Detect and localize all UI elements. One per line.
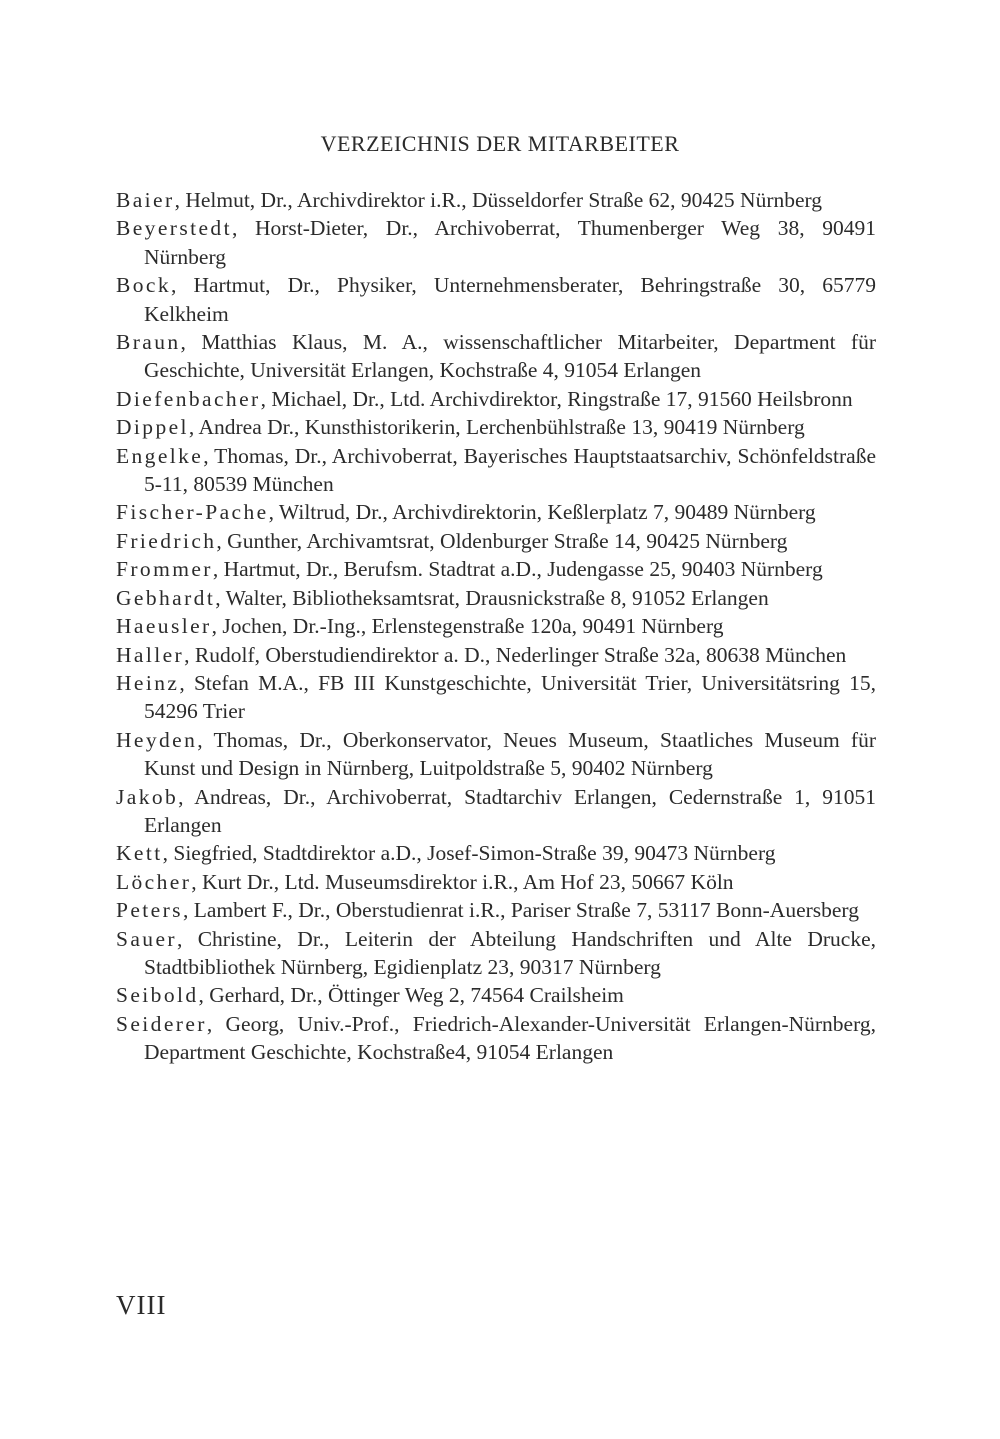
contributor-details: , Horst-Dieter, Dr., Archivoberrat, Thumenberger Weg 38, 90491 Nürnberg xyxy=(144,216,876,269)
contributor-entry xyxy=(116,186,876,214)
contributor-details: , Siegfried, Stadtdirektor a.D., Josef-Simon-Straße 39, 90473 Nürnberg xyxy=(162,841,776,866)
contributor-details: , Georg, Univ.-Prof., Friedrich-Alexander-Universität Erlangen-Nürnberg, Department Geschichte, Kochstraße4, 91054 Erlangen xyxy=(144,1011,876,1065)
contributor-entry xyxy=(116,981,876,1009)
contributor-details: , Hartmut, Dr., Physiker, Unternehmensberater, Behringstraße 30, 65779 Kelkheim xyxy=(144,273,876,326)
contributor-entry xyxy=(116,868,876,896)
contributor-name: Beyerstedt xyxy=(116,216,232,241)
contributor-details: , Helmut, Dr., Archivdirektor i.R., Düsseldorfer Straße 62, 90425 Nürnberg xyxy=(174,188,823,212)
contributor-details: , Andrea Dr., Kunsthistorikerin, Lerchenbühlstraße 13, 90419 Nürnberg xyxy=(188,415,805,440)
page-title: VERZEICHNIS DER MITARBEITER xyxy=(320,131,680,156)
contributor-details: , Walter, Bibliotheksamtsrat, Drausnickstraße 8, 91052 Erlangen xyxy=(215,585,769,610)
contributor-name: Frommer xyxy=(116,557,213,582)
contributor-entry xyxy=(116,555,876,583)
contributor-entry xyxy=(116,726,876,783)
contributor-name: Jakob xyxy=(116,784,179,809)
contributor-name: Kett xyxy=(116,841,163,866)
contributor-entry xyxy=(116,839,876,867)
contributor-name: Peters xyxy=(116,898,183,923)
contributor-details: , Hartmut, Dr., Berufsm. Stadtrat a.D., Judengasse 25, 90403 Nürnberg xyxy=(212,557,823,582)
contributor-details: , Wiltrud, Dr., Archivdirektorin, Keßlerplatz 7, 90489 Nürnberg xyxy=(268,500,816,525)
contributor-list xyxy=(116,186,876,1067)
contributor-entry xyxy=(116,442,876,499)
contributor-name: Haeusler xyxy=(116,614,212,639)
contributor-entry xyxy=(116,385,876,413)
contributor-name: Sauer xyxy=(116,926,177,951)
contributor-details: , Matthias Klaus, M. A., wissenschaftlicher Mitarbeiter, Department für Geschichte, Universität Erlangen, Kochstraße 4, 91054 Erlangen xyxy=(144,330,876,383)
contributor-entry xyxy=(116,214,876,271)
contributor-details: , Thomas, Dr., Archivoberrat, Bayerisches Hauptstaatsarchiv, Schönfeldstraße 5-11, 80539 München xyxy=(144,443,876,497)
contributor-entry xyxy=(116,1010,876,1067)
contributor-details: , Christine, Dr., Leiterin der Abteilung Handschriften und Alte Drucke, Stadtbibliothek Nürnberg, Egidienplatz 23, 90317 Nürnberg xyxy=(144,926,876,979)
contributor-entry xyxy=(116,783,876,840)
contributor-entry xyxy=(116,669,876,726)
contributor-entry xyxy=(116,925,876,982)
contributor-name: Seibold xyxy=(116,983,199,1008)
contributor-entry xyxy=(116,498,876,526)
contributor-entry xyxy=(116,896,876,924)
page-number: VIII xyxy=(116,1290,167,1320)
contributor-entry xyxy=(116,612,876,640)
contributor-name: Fischer-Pache xyxy=(116,500,269,525)
contributor-details: , Michael, Dr., Ltd. Archivdirektor, Ringstraße 17, 91560 Heilsbronn xyxy=(260,386,853,411)
contributor-name: Bock xyxy=(116,273,171,298)
contributor-name: Seiderer xyxy=(116,1011,207,1036)
contributor-name: Löcher xyxy=(116,869,192,894)
contributor-details: , Jochen, Dr.-Ing., Erlenstegenstraße 120a, 90491 Nürnberg xyxy=(211,614,724,639)
contributor-name: Heyden xyxy=(116,727,198,752)
contributor-details: , Rudolf, Oberstudiendirektor a. D., Nederlinger Straße 32a, 80638 München xyxy=(184,642,847,667)
contributor-details: , Lambert F., Dr., Oberstudienrat i.R., Pariser Straße 7, 53117 Bonn-Auersberg xyxy=(182,898,859,923)
contributor-entry xyxy=(116,641,876,669)
contributor-name: Diefenbacher xyxy=(116,386,261,411)
contributor-name: Engelke xyxy=(116,443,204,468)
contributor-entry xyxy=(116,271,876,328)
contributor-details: , Thomas, Dr., Oberkonservator, Neues Museum, Staatliches Museum für Kunst und Design in Nürnberg, Luitpoldstraße 5, 90402 Nürnberg xyxy=(144,727,876,781)
contributor-details: , Stefan M.A., FB III Kunstgeschichte, Universität Trier, Universitätsring 15, 54296 Trier xyxy=(144,670,876,724)
contributor-entry xyxy=(116,413,876,441)
contributor-entry xyxy=(116,584,876,612)
contributor-name: Baier xyxy=(116,188,175,212)
contributor-name: Friedrich xyxy=(116,528,217,553)
contributor-details: , Andreas, Dr., Archivoberrat, Stadtarchiv Erlangen, Cedernstraße 1, 91051 Erlangen xyxy=(144,784,876,837)
contributor-details: , Kurt Dr., Ltd. Museumsdirektor i.R., Am Hof 23, 50667 Köln xyxy=(191,869,734,894)
contributor-details: , Gunther, Archivamtsrat, Oldenburger Straße 14, 90425 Nürnberg xyxy=(216,528,788,553)
contributor-details: , Gerhard, Dr., Öttinger Weg 2, 74564 Crailsheim xyxy=(198,983,624,1008)
contributor-entry xyxy=(116,328,876,385)
contributor-entry xyxy=(116,527,876,555)
contributor-name: Dippel xyxy=(116,415,189,440)
contributor-name: Braun xyxy=(116,330,181,355)
contributor-name: Heinz xyxy=(116,670,180,695)
contributor-name: Haller xyxy=(116,642,185,667)
contributor-name: Gebhardt xyxy=(116,585,216,610)
